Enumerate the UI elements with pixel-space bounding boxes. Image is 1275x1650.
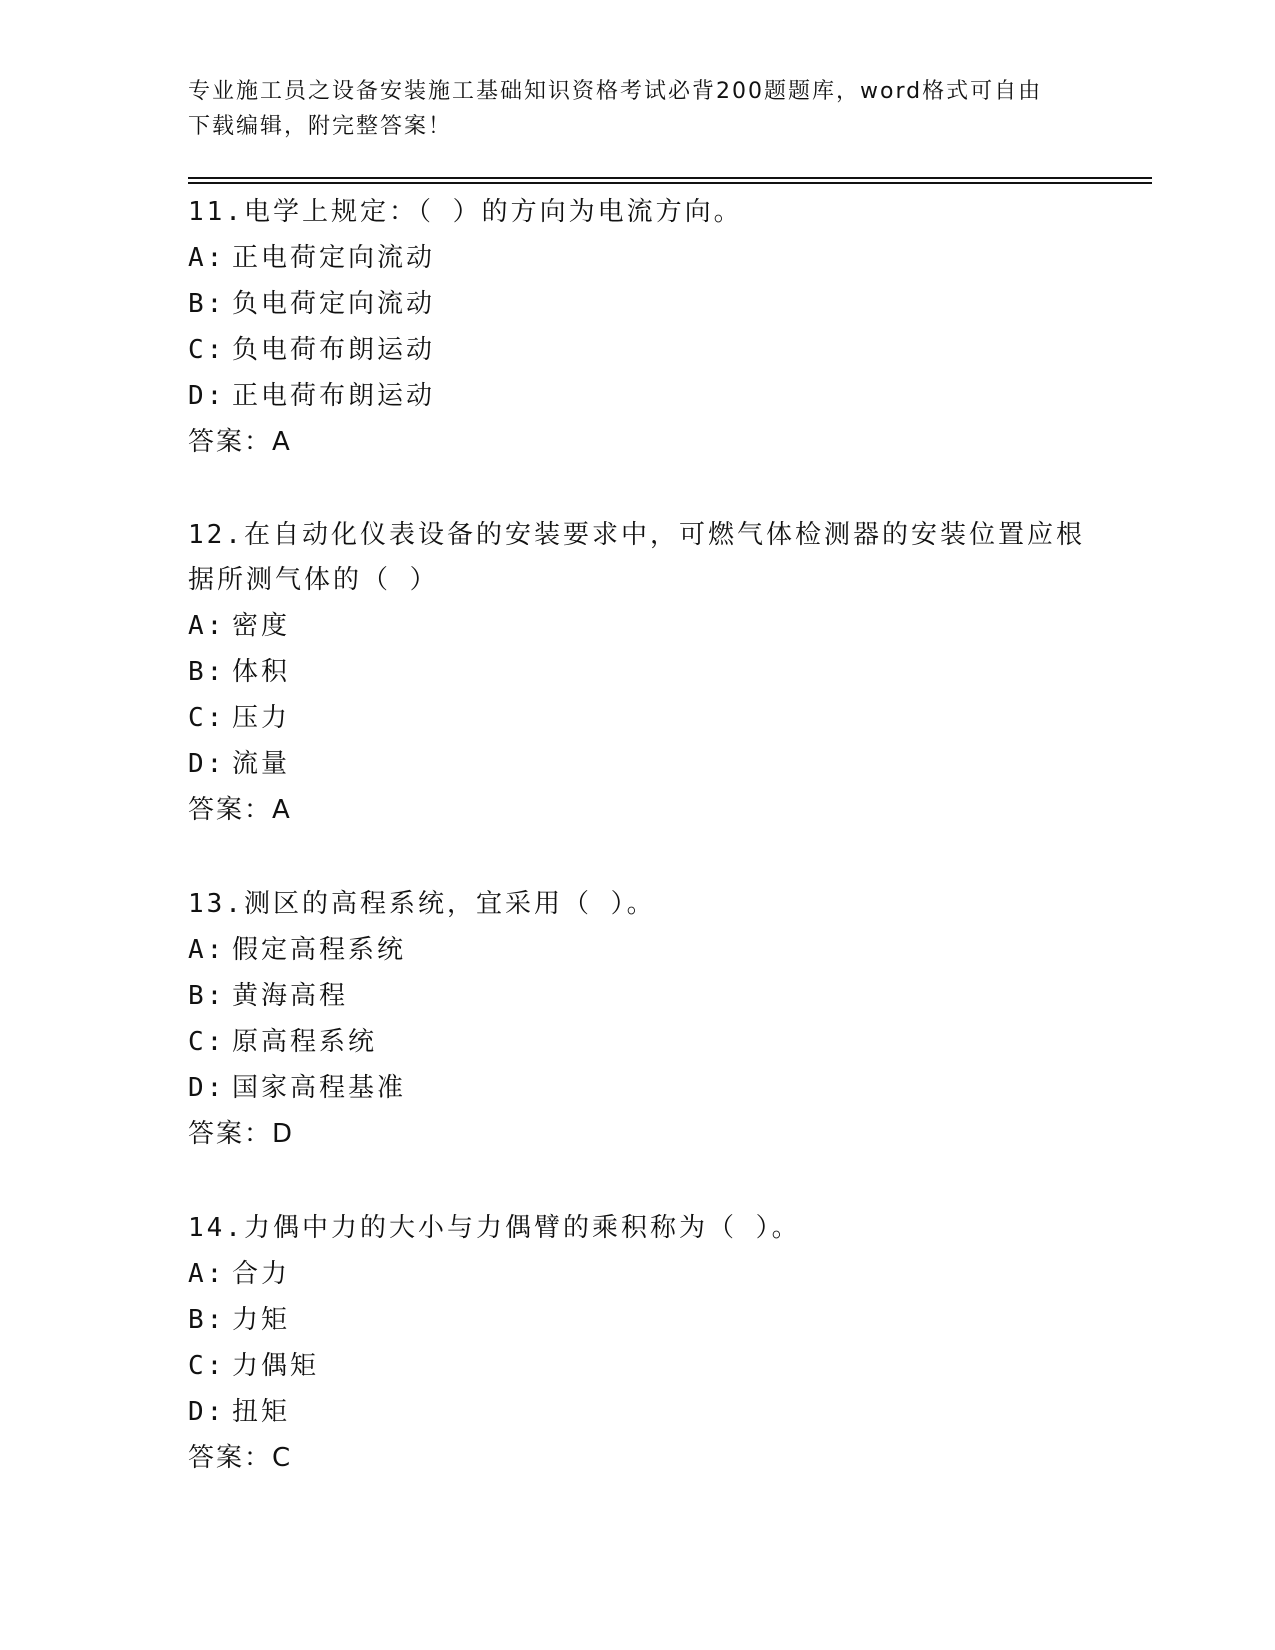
option-letter: A: bbox=[188, 243, 226, 273]
option-letter: C: bbox=[188, 703, 226, 733]
answer-line: 答案：D bbox=[188, 1119, 295, 1149]
document-header bbox=[188, 74, 1088, 144]
option-b bbox=[188, 1297, 1088, 1343]
question-14 bbox=[188, 1205, 1088, 1481]
header-title-line1: 专业施工员之设备安装施工基础知识资格考试必背200题题库，word格式可自由 bbox=[188, 79, 1043, 104]
option-letter: A: bbox=[188, 935, 226, 965]
option-letter: D: bbox=[188, 1073, 226, 1103]
option-letter: D: bbox=[188, 1397, 226, 1427]
option-c bbox=[188, 1343, 1088, 1389]
option-c bbox=[188, 1019, 1088, 1065]
option-letter: B: bbox=[188, 657, 226, 687]
option-letter: A: bbox=[188, 611, 226, 641]
option-text: 扭矩 bbox=[232, 1397, 291, 1427]
option-d bbox=[188, 741, 1088, 787]
option-letter: D: bbox=[188, 749, 226, 779]
question-stem: 13.测区的高程系统，宜采用（ ）。 bbox=[188, 889, 656, 919]
option-c bbox=[188, 327, 1088, 373]
option-letter: B: bbox=[188, 981, 226, 1011]
option-a bbox=[188, 603, 1088, 649]
answer-line: 答案：A bbox=[188, 795, 292, 825]
option-text: 正电荷布朗运动 bbox=[232, 381, 436, 411]
option-b bbox=[188, 649, 1088, 695]
question-12 bbox=[188, 513, 1088, 833]
option-text: 负电荷定向流动 bbox=[232, 289, 436, 319]
answer-line: 答案：A bbox=[188, 427, 292, 457]
option-text: 压力 bbox=[232, 703, 291, 733]
option-a bbox=[188, 927, 1088, 973]
option-letter: C: bbox=[188, 1351, 226, 1381]
question-list bbox=[188, 189, 1088, 1529]
answer-line: 答案：C bbox=[188, 1443, 293, 1473]
option-text: 负电荷布朗运动 bbox=[232, 335, 436, 365]
option-text: 合力 bbox=[232, 1259, 291, 1289]
option-text: 体积 bbox=[232, 657, 291, 687]
header-title-line2: 下载编辑，附完整答案！ bbox=[188, 114, 453, 139]
option-letter: B: bbox=[188, 1305, 226, 1335]
option-text: 假定高程系统 bbox=[232, 935, 407, 965]
option-letter: A: bbox=[188, 1259, 226, 1289]
question-stem: 12.在自动化仪表设备的安装要求中，可燃气体检测器的安装位置应根据所测气体的（ ） bbox=[188, 520, 1085, 595]
option-text: 原高程系统 bbox=[232, 1027, 378, 1057]
option-b bbox=[188, 973, 1088, 1019]
question-13 bbox=[188, 881, 1088, 1157]
option-a bbox=[188, 1251, 1088, 1297]
option-text: 力矩 bbox=[232, 1305, 291, 1335]
option-text: 流量 bbox=[232, 749, 291, 779]
option-letter: C: bbox=[188, 1027, 226, 1057]
question-stem: 14.力偶中力的大小与力偶臂的乘积称为（ ）。 bbox=[188, 1213, 801, 1243]
option-text: 黄海高程 bbox=[232, 981, 349, 1011]
option-letter: B: bbox=[188, 289, 226, 319]
question-11 bbox=[188, 189, 1088, 465]
question-stem: 11.电学上规定：（ ）的方向为电流方向。 bbox=[188, 197, 743, 227]
option-a bbox=[188, 235, 1088, 281]
option-d bbox=[188, 1065, 1088, 1111]
option-text: 力偶矩 bbox=[232, 1351, 320, 1381]
option-text: 国家高程基准 bbox=[232, 1073, 407, 1103]
option-c bbox=[188, 695, 1088, 741]
option-b bbox=[188, 281, 1088, 327]
option-text: 密度 bbox=[232, 611, 291, 641]
header-divider-top bbox=[188, 177, 1152, 179]
header-divider-bottom bbox=[188, 182, 1152, 184]
option-d bbox=[188, 1389, 1088, 1435]
option-text: 正电荷定向流动 bbox=[232, 243, 436, 273]
option-d bbox=[188, 373, 1088, 419]
option-letter: D: bbox=[188, 381, 226, 411]
option-letter: C: bbox=[188, 335, 226, 365]
